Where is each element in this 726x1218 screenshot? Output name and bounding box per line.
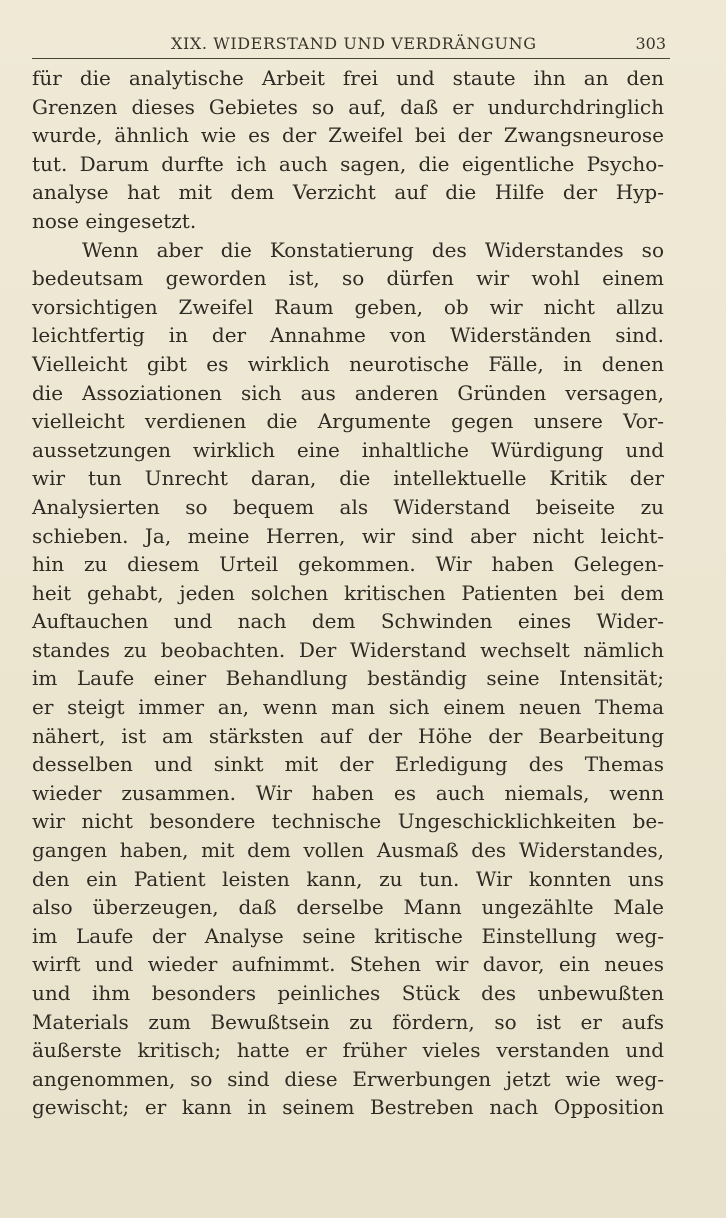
text-line: tut. Darum durfte ich auch sagen, die eigentliche Psycho- xyxy=(32,151,664,176)
page-number: 303 xyxy=(635,34,666,53)
body-text xyxy=(32,64,664,1122)
text-line: angenommen, so sind diese Erwerbungen jetzt wie weg- xyxy=(32,1066,664,1091)
text-line: gangen haben, mit dem vollen Ausmaß des Widerstandes, xyxy=(32,838,664,863)
text-line: für die analytische Arbeit frei und staute ihn an den xyxy=(32,66,664,90)
text-line: bedeutsam geworden ist, so dürfen wir wohl einem xyxy=(32,266,664,291)
text-line: heit gehabt, jeden solchen kritischen Patienten bei dem xyxy=(32,580,664,605)
text-line: im Laufe einer Behandlung beständig seine Intensität; xyxy=(32,666,664,691)
text-line: schieben. Ja, meine Herren, wir sind aber nicht leicht- xyxy=(32,523,664,548)
chapter-title: XIX. WIDERSTAND UND VERDRÄNGUNG xyxy=(171,34,537,53)
text-line: Vielleicht gibt es wirklich neurotische Fälle, in denen xyxy=(32,351,664,376)
text-line: wirft und wieder aufnimmt. Stehen wir davor, ein neues xyxy=(32,952,664,977)
text-line: Wenn aber die Konstatierung des Widerstandes so xyxy=(82,237,664,262)
text-line: vorsichtigen Zweifel Raum geben, ob wir nicht allzu xyxy=(32,294,664,319)
text-line: analyse hat mit dem Verzicht auf die Hilfe der Hyp- xyxy=(32,180,664,205)
text-line: wir nicht besondere technische Ungeschicklichkeiten be- xyxy=(32,809,664,834)
text-line: vielleicht verdienen die Argumente gegen unsere Vor- xyxy=(32,409,664,434)
text-line: und ihm besonders peinliches Stück des unbewußten xyxy=(32,981,664,1005)
text-line: er steigt immer an, wenn man sich einem neuen Thema xyxy=(32,695,664,720)
text-line: nähert, ist am stärksten auf der Höhe der Bearbeitung xyxy=(32,723,664,748)
text-line: standes zu beobachten. Der Widerstand wechselt nämlich xyxy=(32,637,664,662)
text-line: den ein Patient leisten kann, zu tun. Wir konnten uns xyxy=(32,866,664,891)
text-line: Grenzen dieses Gebietes so auf, daß er undurchdringlich xyxy=(32,94,664,119)
text-line: hin zu diesem Urteil gekommen. Wir haben Gelegen- xyxy=(32,552,664,577)
text-line: Auftauchen und nach dem Schwinden eines Wider- xyxy=(32,609,664,634)
text-line: wieder zusammen. Wir haben es auch niemals, wenn xyxy=(32,780,664,805)
text-line: wurde, ähnlich wie es der Zweifel bei der Zwangsneurose xyxy=(32,123,664,148)
text-line: desselben und sinkt mit der Erledigung des Themas xyxy=(32,752,664,777)
running-head xyxy=(32,32,668,56)
text-line: gewischt; er kann in seinem Bestreben nach Opposition xyxy=(32,1095,664,1120)
text-line: nose eingesetzt. xyxy=(32,208,197,233)
text-line: die Assoziationen sich aus anderen Gründen versagen, xyxy=(32,380,664,405)
text-line: Materials zum Bewußtsein zu fördern, so ist er aufs xyxy=(32,1009,664,1034)
text-line: Analysierten so bequem als Widerstand beiseite zu xyxy=(32,494,664,519)
text-line: aussetzungen wirklich eine inhaltliche Würdigung und xyxy=(32,437,664,462)
text-line: wir tun Unrecht daran, die intellektuelle Kritik der xyxy=(32,466,664,491)
text-line: leichtfertig in der Annahme von Widerständen sind. xyxy=(32,323,664,348)
header-rule xyxy=(32,58,670,59)
text-line: also überzeugen, daß derselbe Mann ungezählte Male xyxy=(32,895,664,920)
text-line: im Laufe der Analyse seine kritische Einstellung weg- xyxy=(32,923,664,948)
text-line: äußerste kritisch; hatte er früher vieles verstanden und xyxy=(32,1038,664,1063)
